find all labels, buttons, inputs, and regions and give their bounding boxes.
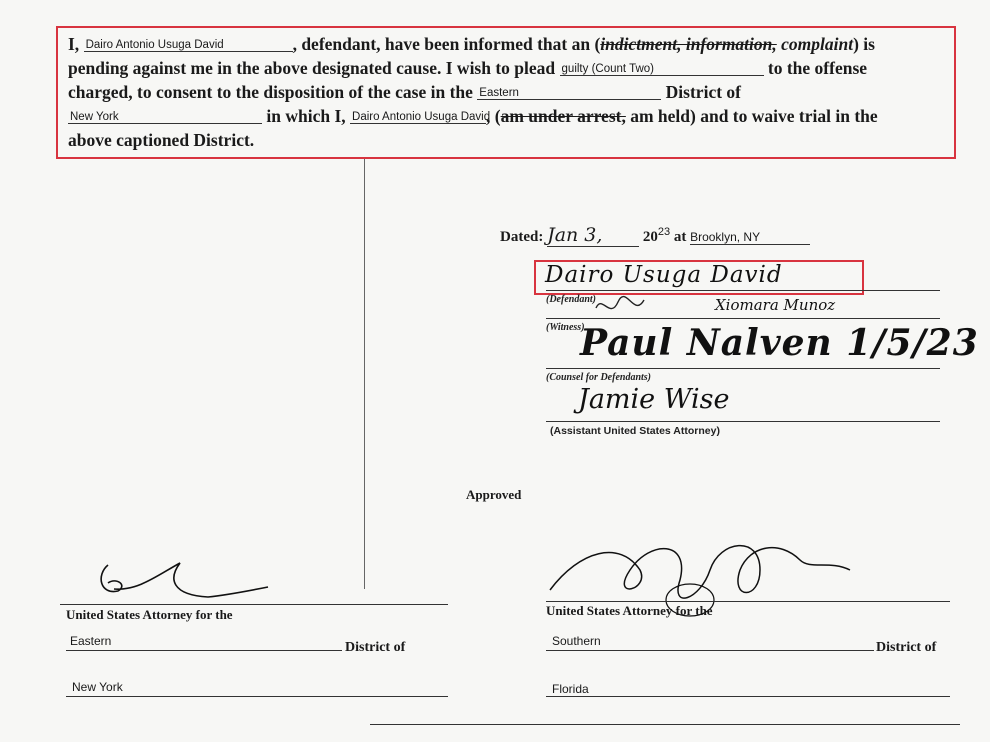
left-district-field: Eastern [70, 634, 112, 648]
paragraph-line-5: above captioned District. [68, 130, 255, 150]
left-district-line [66, 650, 342, 651]
struck-text: indictment, information, [600, 34, 777, 54]
text: , ( [486, 106, 501, 126]
text: to the offense [767, 58, 868, 78]
right-district-line [546, 650, 874, 651]
struck-text: am under arrest, [500, 106, 626, 126]
paragraph-line-1 [68, 34, 875, 55]
text: am held) and to waive trial in the [625, 106, 878, 126]
left-district-of: District of [345, 640, 406, 655]
counsel-caption: (Counsel for Defendants) [546, 372, 652, 383]
text: charged, to consent to the disposition of the case in the [68, 82, 473, 102]
plea-field: guilty (Count Two) [560, 63, 764, 76]
witness-signature: Xiomara Munoz [715, 296, 836, 314]
witness-signature-line [546, 318, 940, 319]
ausa-signature: Jamie Wise [578, 384, 730, 415]
paragraph-line-4 [68, 106, 878, 127]
text: , defendant, have been informed that an ( [292, 34, 601, 54]
paragraph-line-2 [68, 58, 867, 79]
approved-label: Approved [466, 487, 522, 502]
district-state-field: New York [68, 111, 262, 124]
right-district-field: Southern [552, 634, 601, 648]
at-label: at [673, 229, 687, 245]
left-attorney-line [60, 604, 448, 605]
center-divider [364, 159, 365, 589]
paragraph-line-3 [68, 82, 741, 103]
ausa-signature-line [546, 421, 940, 422]
year-prefix: 20 [642, 229, 658, 245]
dated-month-day: Jan 3, [547, 224, 639, 247]
left-state-line [66, 696, 448, 697]
right-state-line [546, 696, 950, 697]
text: District of [665, 82, 741, 102]
defendant-name-field-1: Dairo Antonio Usuga David [84, 39, 293, 52]
ausa-caption: (Assistant United States Attorney) [550, 425, 720, 437]
right-district-of: District of [876, 640, 937, 655]
left-state-field: New York [72, 680, 123, 694]
right-state-field: Florida [552, 682, 589, 696]
dated-label: Dated: [500, 229, 544, 245]
counsel-signature: Paul Nalven 1/5/23 [580, 322, 979, 364]
dated-place: Brooklyn, NY [690, 230, 810, 245]
witness-caption: (Witness) [546, 322, 585, 333]
year-suffix: 23 [657, 226, 671, 238]
text: I, [68, 34, 80, 54]
left-attorney-signature [88, 555, 278, 605]
counsel-signature-line [546, 368, 940, 369]
bottom-rule [370, 724, 960, 725]
text: pending against me in the above designated cause. I wish to plead [68, 58, 556, 78]
text: ) is [853, 34, 875, 54]
defendant-signature: Dairo Usuga David [545, 262, 783, 288]
text: in which I, [266, 106, 346, 126]
dated-line [500, 224, 810, 247]
district-field-1: Eastern [477, 87, 661, 100]
left-attorney-caption: United States Attorney for the [66, 607, 233, 622]
text: complaint [776, 34, 854, 54]
right-attorney-caption: United States Attorney for the [546, 603, 713, 618]
defendant-caption: (Defendant) [546, 294, 596, 305]
defendant-name-field-2: Dairo Antonio Usuga David [352, 111, 491, 123]
